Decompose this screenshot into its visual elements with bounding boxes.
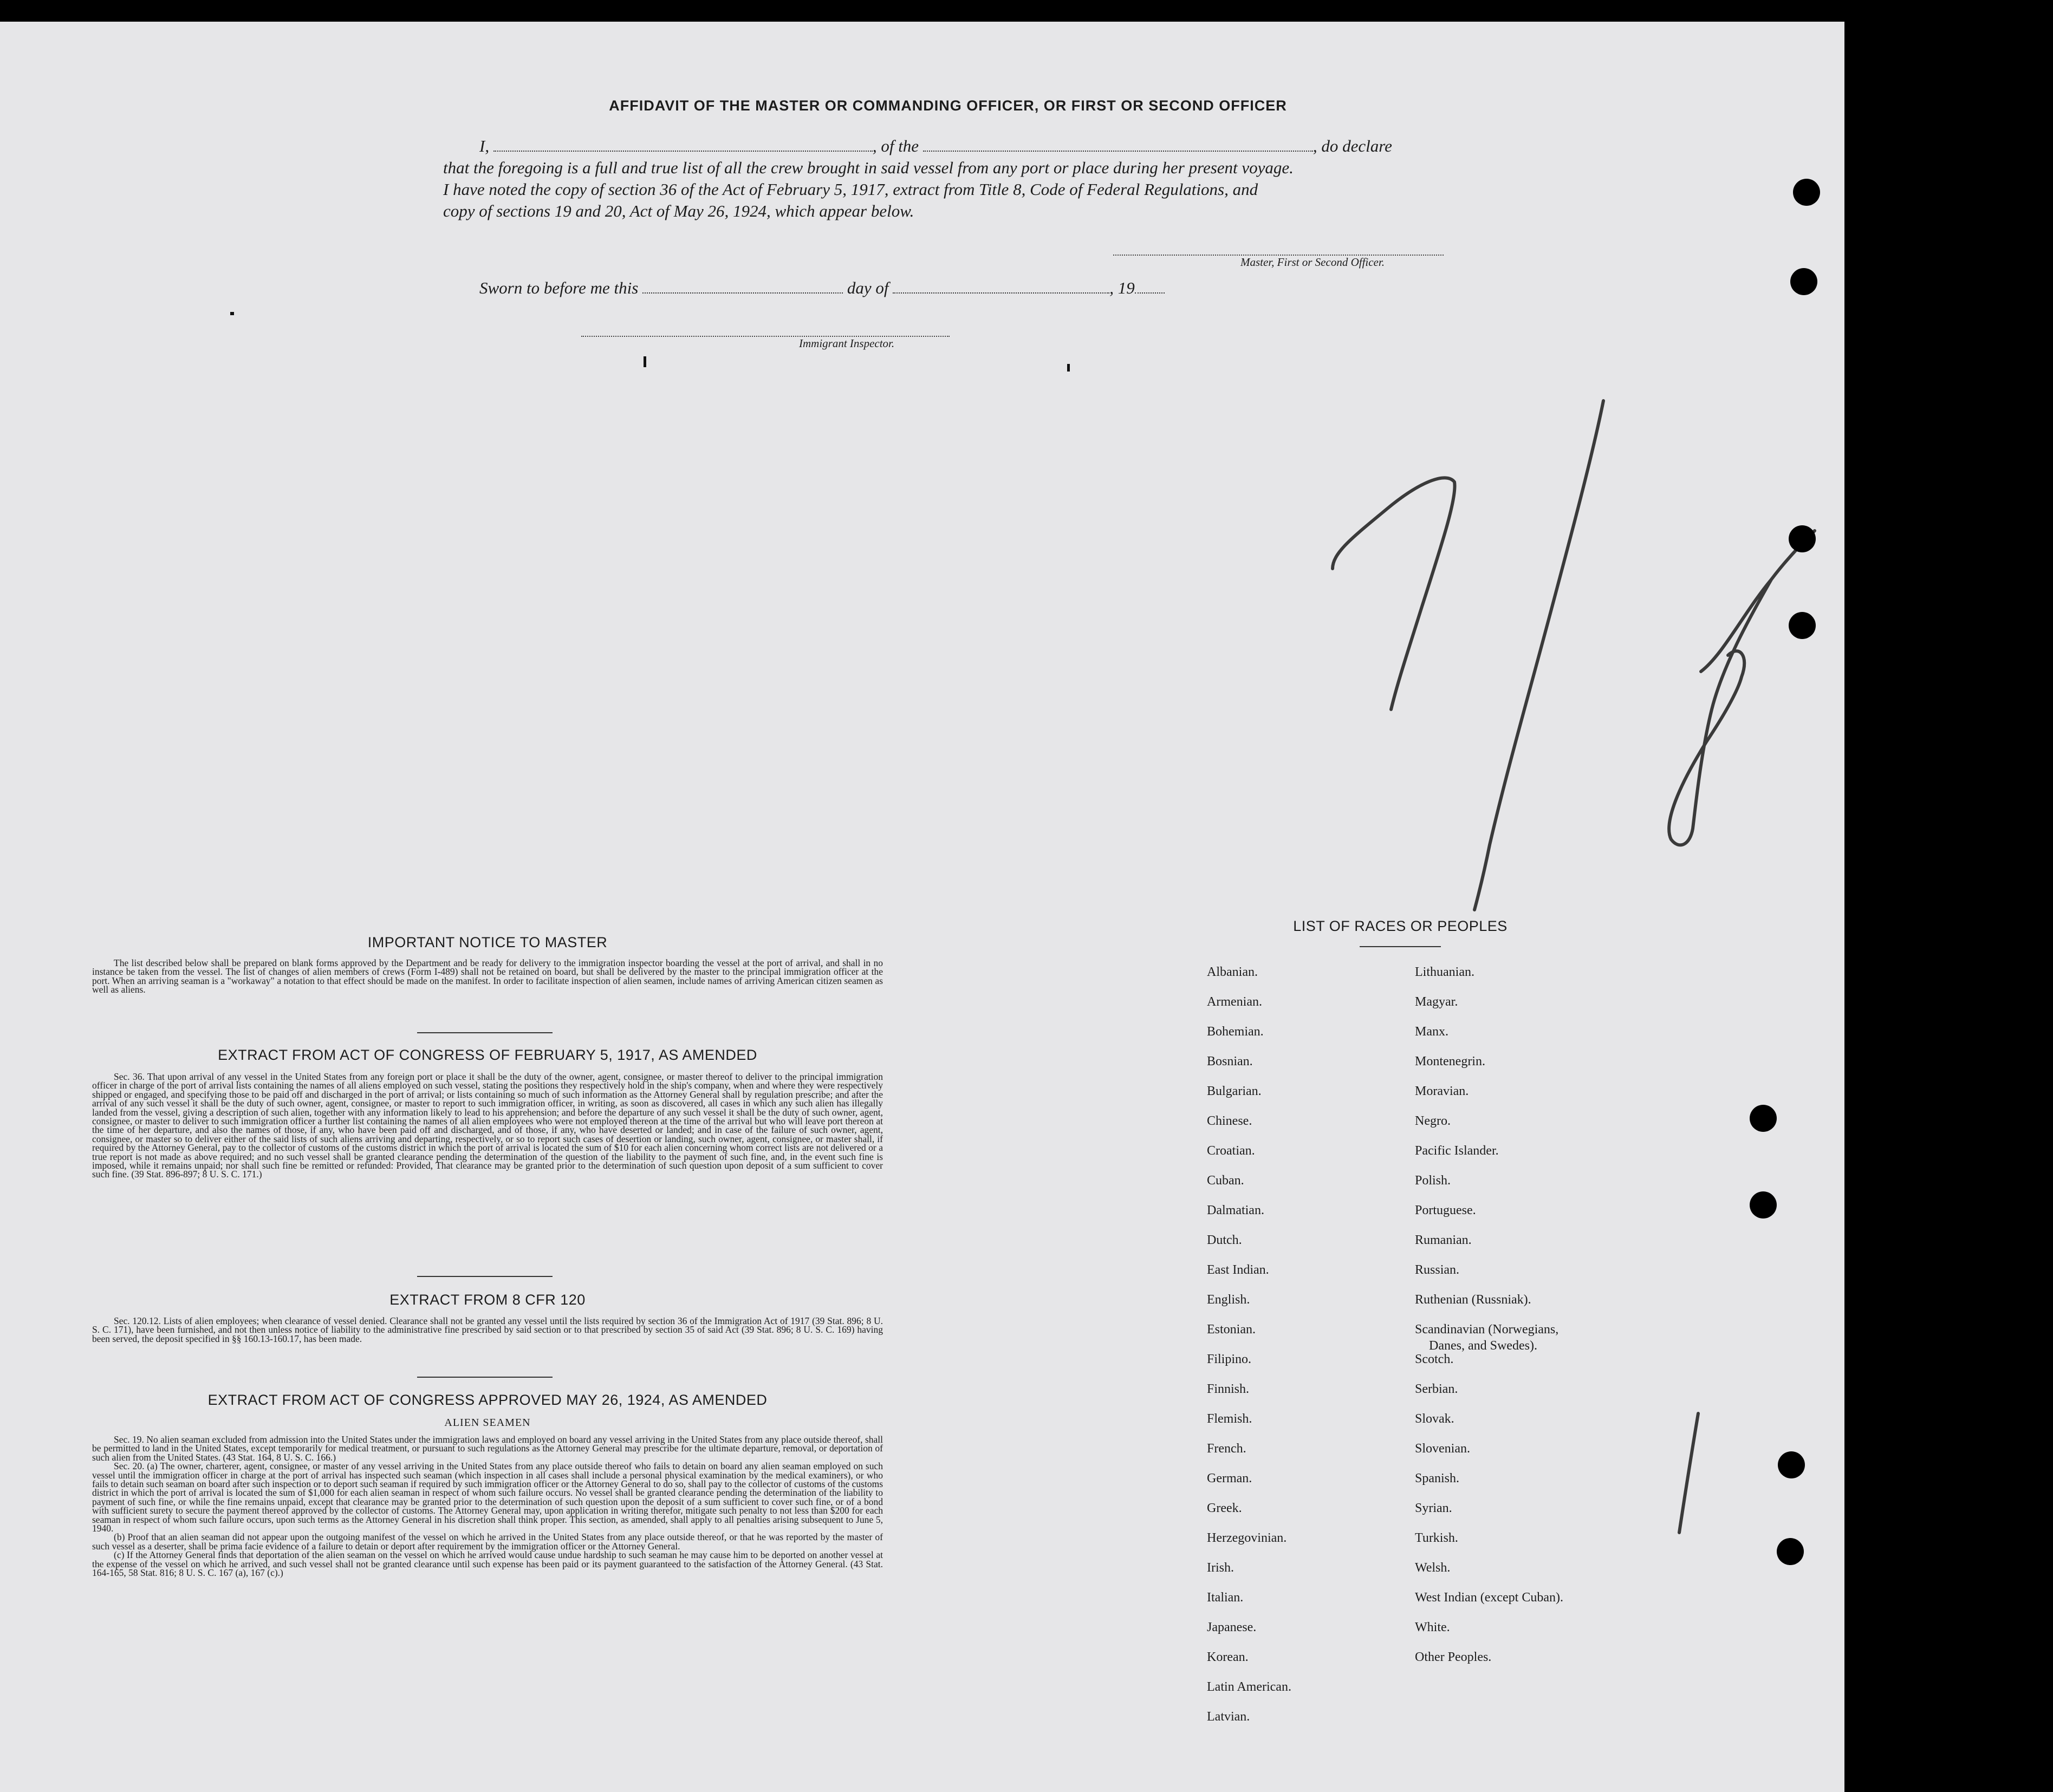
race-item: Dutch.	[1207, 1233, 1242, 1247]
race-item: Chinese.	[1207, 1114, 1252, 1128]
race-item: German.	[1207, 1471, 1252, 1485]
race-item: French.	[1207, 1442, 1246, 1456]
race-item: Magyar.	[1415, 995, 1458, 1009]
race-item: Albanian.	[1207, 965, 1258, 979]
notice-title: IMPORTANT NOTICE TO MASTER	[367, 934, 608, 950]
race-item: Moravian.	[1415, 1084, 1469, 1098]
sworn-prefix: Sworn to before me this	[479, 278, 639, 297]
race-item: Dalmatian.	[1207, 1203, 1264, 1217]
race-item: Negro.	[1415, 1114, 1451, 1128]
race-item: Italian.	[1207, 1591, 1244, 1605]
alien-seamen-subtitle: ALIEN SEAMEN	[444, 1417, 531, 1429]
speck-mark	[1067, 364, 1070, 372]
vessel-name-blank[interactable]	[923, 139, 1313, 152]
race-item: Turkish.	[1415, 1531, 1458, 1545]
race-item: Armenian.	[1207, 995, 1262, 1009]
divider	[417, 1032, 553, 1033]
affidavit-line-4: copy of sections 19 and 20, Act of May 26, 1924, which appear below.	[443, 201, 914, 220]
sworn-day-of: day of	[847, 278, 889, 297]
binder-hole	[1789, 525, 1816, 552]
binder-hole	[1750, 1105, 1777, 1132]
race-item: Croatian.	[1207, 1144, 1255, 1158]
race-item: Manx.	[1415, 1025, 1448, 1039]
sworn-day-blank[interactable]	[642, 281, 843, 294]
race-item: Danes, and Swedes).	[1429, 1339, 1537, 1353]
race-item: Slovenian.	[1415, 1442, 1470, 1456]
race-item: English.	[1207, 1293, 1250, 1307]
binder-hole	[1790, 268, 1817, 295]
race-item: Korean.	[1207, 1650, 1249, 1664]
affidavit-line-2: that the foregoing is a full and true list of all the crew brought in said vessel from any port or place during her present voyage.	[443, 158, 1294, 177]
race-item: Finnish.	[1207, 1382, 1250, 1396]
notice-body: The list described below shall be prepared on blank forms approved by the Department and be ready for delivery to the immigration inspector boarding the vessel at the port of arrival, and shall in no instance be taken from the vessel. The list of changes of alien members of crews (Form I-489) shall not be retained on board, but shall be delivered by the master to the principal immigration officer at the port. When an arriving seaman is a "workaway" a notation to that effect should be made on the manifest. In order to facilitate inspection of alien seamen, include names of arriving American citizen seamen as well as aliens.	[92, 957, 883, 995]
race-item: Ruthenian (Russniak).	[1415, 1293, 1531, 1307]
race-item: Portuguese.	[1415, 1203, 1476, 1217]
speck-mark	[644, 356, 646, 367]
race-item: White.	[1415, 1620, 1450, 1634]
affidavit-line-1	[479, 135, 1392, 157]
race-item: East Indian.	[1207, 1263, 1269, 1277]
races-title: LIST OF RACES OR PEOPLES	[1293, 918, 1508, 934]
race-item: Herzegovinian.	[1207, 1531, 1287, 1545]
sworn-month-blank[interactable]	[893, 281, 1109, 294]
race-item: Other Peoples.	[1415, 1650, 1492, 1664]
binder-hole	[1750, 1191, 1777, 1218]
race-item: Filipino.	[1207, 1352, 1252, 1366]
sworn-line	[479, 277, 1165, 299]
binder-hole	[1778, 1451, 1805, 1478]
section-20a: Sec. 20. (a) The owner, charterer, agent, consignee, or master of any vessel arriving in the United States from any place outside thereof who fails to detain on board any alien seaman employed on such vessel until the immigration officer in charge at the port of arrival has inspected such seaman (which inspection in all cases shall include a personal physical examination by the medical examiners), or who fails to detain such seaman on board after such inspection or to deport such seaman if required by such immigration officer or the Attorney General to do so, shall pay to the collector of customs of the customs district in which the port of arrival is located the sum of $1,000 for each alien seaman in respect of whom such failure occurs. No vessel shall be granted clearance pending the determination of the liability to payment of such fine, or while the fine remains unpaid, except that clearance may be granted prior to the determination of such question upon the deposit of a sum sufficient to cover such fine, or of a bond with sufficient surety to secure the payment thereof approved by the collector of customs. The Attorney General may, upon application in writing therefor, mitigate such penalty to not less than $200 for each seaman in respect of whom such failure occurs, upon such terms as the Attorney General in his discretion shall think proper. This section, as amended, shall apply to all penalties arising subsequent to June 5, 1940.	[92, 1461, 883, 1534]
race-item: Serbian.	[1415, 1382, 1458, 1396]
extract-1917-title: EXTRACT FROM ACT OF CONGRESS OF FEBRUARY 5, 1917, AS AMENDED	[218, 1047, 757, 1063]
race-item: Polish.	[1415, 1174, 1451, 1188]
affidavit-line-3: I have noted the copy of section 36 of the Act of February 5, 1917, extract from Title 8, Code of Federal Regulations, and	[443, 180, 1258, 199]
speck-mark	[230, 312, 234, 315]
race-item: Scotch.	[1415, 1352, 1454, 1366]
race-item: Syrian.	[1415, 1501, 1452, 1515]
race-item: Welsh.	[1415, 1561, 1451, 1575]
race-item: Irish.	[1207, 1561, 1234, 1575]
race-item: Slovak.	[1415, 1412, 1454, 1426]
race-item: Cuban.	[1207, 1174, 1244, 1188]
race-item: Bulgarian.	[1207, 1084, 1262, 1098]
inspector-caption: Immigrant Inspector.	[799, 337, 895, 350]
master-caption: Master, First or Second Officer.	[1240, 256, 1385, 269]
handwritten-date-mark	[1311, 374, 1825, 969]
section-19: Sec. 19. No alien seaman excluded from admission into the United States under the immigration laws and employed on board any vessel arriving in the United States from any place outside thereof, shall be permitted to land in the United States, except temporarily for medical treatment, or pursuant to such regulations as the Attorney General may prescribe for the ultimate departure, removal, or deportation of such alien from the United States. (43 Stat. 164, 8 U. S. C. 166.)	[92, 1434, 883, 1463]
race-item: Latvian.	[1207, 1710, 1250, 1724]
race-item: Scandinavian (Norwegians,	[1415, 1322, 1559, 1337]
race-item: Rumanian.	[1415, 1233, 1472, 1247]
divider	[417, 1377, 553, 1378]
binder-hole	[1789, 612, 1816, 639]
sworn-year: , 19	[1109, 278, 1135, 297]
race-item: Russian.	[1415, 1263, 1460, 1277]
affidavit-declare: , do declare	[1313, 136, 1392, 155]
race-item: Bohemian.	[1207, 1025, 1264, 1039]
binder-hole	[1777, 1538, 1804, 1565]
document-page	[0, 22, 1844, 1792]
sworn-year-blank[interactable]	[1135, 281, 1165, 294]
affidavit-title: AFFIDAVIT OF THE MASTER OR COMMANDING OFFICER, OR FIRST OR SECOND OFFICER	[609, 97, 1287, 114]
divider	[417, 1276, 553, 1277]
handwritten-stroke-mark	[1674, 1408, 1706, 1543]
extract-cfr-title: EXTRACT FROM 8 CFR 120	[389, 1292, 586, 1308]
race-item: Montenegrin.	[1415, 1054, 1485, 1068]
race-item: Japanese.	[1207, 1620, 1257, 1634]
extract-1924-title: EXTRACT FROM ACT OF CONGRESS APPROVED MAY 26, 1924, AS AMENDED	[207, 1392, 768, 1408]
master-name-blank[interactable]	[493, 139, 873, 152]
affidavit-of-the: , of the	[872, 136, 919, 155]
race-item: Estonian.	[1207, 1322, 1256, 1337]
section-20b: (b) Proof that an alien seaman did not appear upon the outgoing manifest of the vessel on which he arrived in the United States from any place outside thereof, or that he was reported by the master of such vessel as a deserter, shall be prima facie evidence of a failure to detain or deport after requirement by the immigration officer or the Attorney General.	[92, 1532, 883, 1552]
race-item: Pacific Islander.	[1415, 1144, 1499, 1158]
race-item: Spanish.	[1415, 1471, 1460, 1485]
divider	[1360, 946, 1441, 947]
extract-1924-body	[92, 1435, 883, 1578]
extract-1917-body: Sec. 36. That upon arrival of any vessel in the United States from any foreign port or place it shall be the duty of the owner, agent, consignee, or master thereof to deliver to the principal immigration officer in charge of the port of arrival lists containing the names of all aliens employed on such vessel, stating the positions they respectively hold in the ship's company, when and where they were respectively shipped or engaged, and specifying those to be paid off and discharged in the port of arrival; or lists containing so much of such information as the Attorney General shall by regulation prescribe; and after the arrival of any such vessel it shall be the duty of such owner, agent, consignee, or master to report to such immigration officer, in writing, as soon as discovered, all cases in which any such alien has illegally landed from the vessel, giving a description of such alien, together with any information likely to lead to his apprehension; and before the departure of any such vessel it shall be the duty of such owner, agent, consignee, or master to deliver to such immigration officer a further list containing the names of all alien employees who were not employed thereon at the time of the arrival but who will leave port thereon at the time of her departure, and also the names of those, if any, who have been paid off and discharged, and of those, if any, who have deserted or landed; and in case of the failure of such owner, agent, consignee, or master so to deliver either of the said lists of such aliens arriving and departing, respectively, or so to report such cases of desertion or landing, such owner, agent, consignee, or master shall, if required by the Attorney General, pay to the collector of customs of the customs district in which the port of arrival is located the sum of $10 for each alien concerning whom correct lists are not delivered or a true report is not made as above required; and no such vessel shall be granted clearance pending the determination of the question of the liability to the payment of such fine, and, in the event such fine is imposed, while it remains unpaid; nor shall such fine be remitted or refunded: Provided, That clearance may be granted prior to the determination of such question upon deposit of a sum sufficient to cover such fine. (39 Stat. 896-897; 8 U. S. C. 171.)	[92, 1071, 883, 1180]
affidavit-i: I,	[479, 136, 490, 155]
race-item: Flemish.	[1207, 1412, 1252, 1426]
race-item: Lithuanian.	[1415, 965, 1474, 979]
binder-hole	[1793, 179, 1820, 206]
race-item: Latin American.	[1207, 1680, 1291, 1694]
extract-cfr-body: Sec. 120.12. Lists of alien employees; when clearance of vessel denied. Clearance shall not be granted any vessel until the lists required by section 36 of the Immigration Act of 1917 (39 Stat. 896; 8 U. S. C. 171), have been furnished, and not then unless notice of liability to the administrative fine prescribed by said section or to that prescribed by section 35 of said Act (39 Stat. 896; 8 U. S. C. 169) having been served, the deposit specified in §§ 160.13-160.17, has been made.	[92, 1315, 883, 1344]
race-item: West Indian (except Cuban).	[1415, 1591, 1563, 1605]
race-item: Greek.	[1207, 1501, 1242, 1515]
section-20c: (c) If the Attorney General finds that deportation of the alien seaman on the vessel on which he arrived would cause undue hardship to such seaman he may cause him to be deported on another vessel at the expense of the vessel on which he arrived, and such vessel shall not be granted clearance until such expense has been paid or its payment guaranteed to the satisfaction of the Attorney General. (43 Stat. 164-165, 58 Stat. 816; 8 U. S. C. 167 (a), 167 (c).)	[92, 1549, 883, 1579]
race-item: Bosnian.	[1207, 1054, 1253, 1068]
